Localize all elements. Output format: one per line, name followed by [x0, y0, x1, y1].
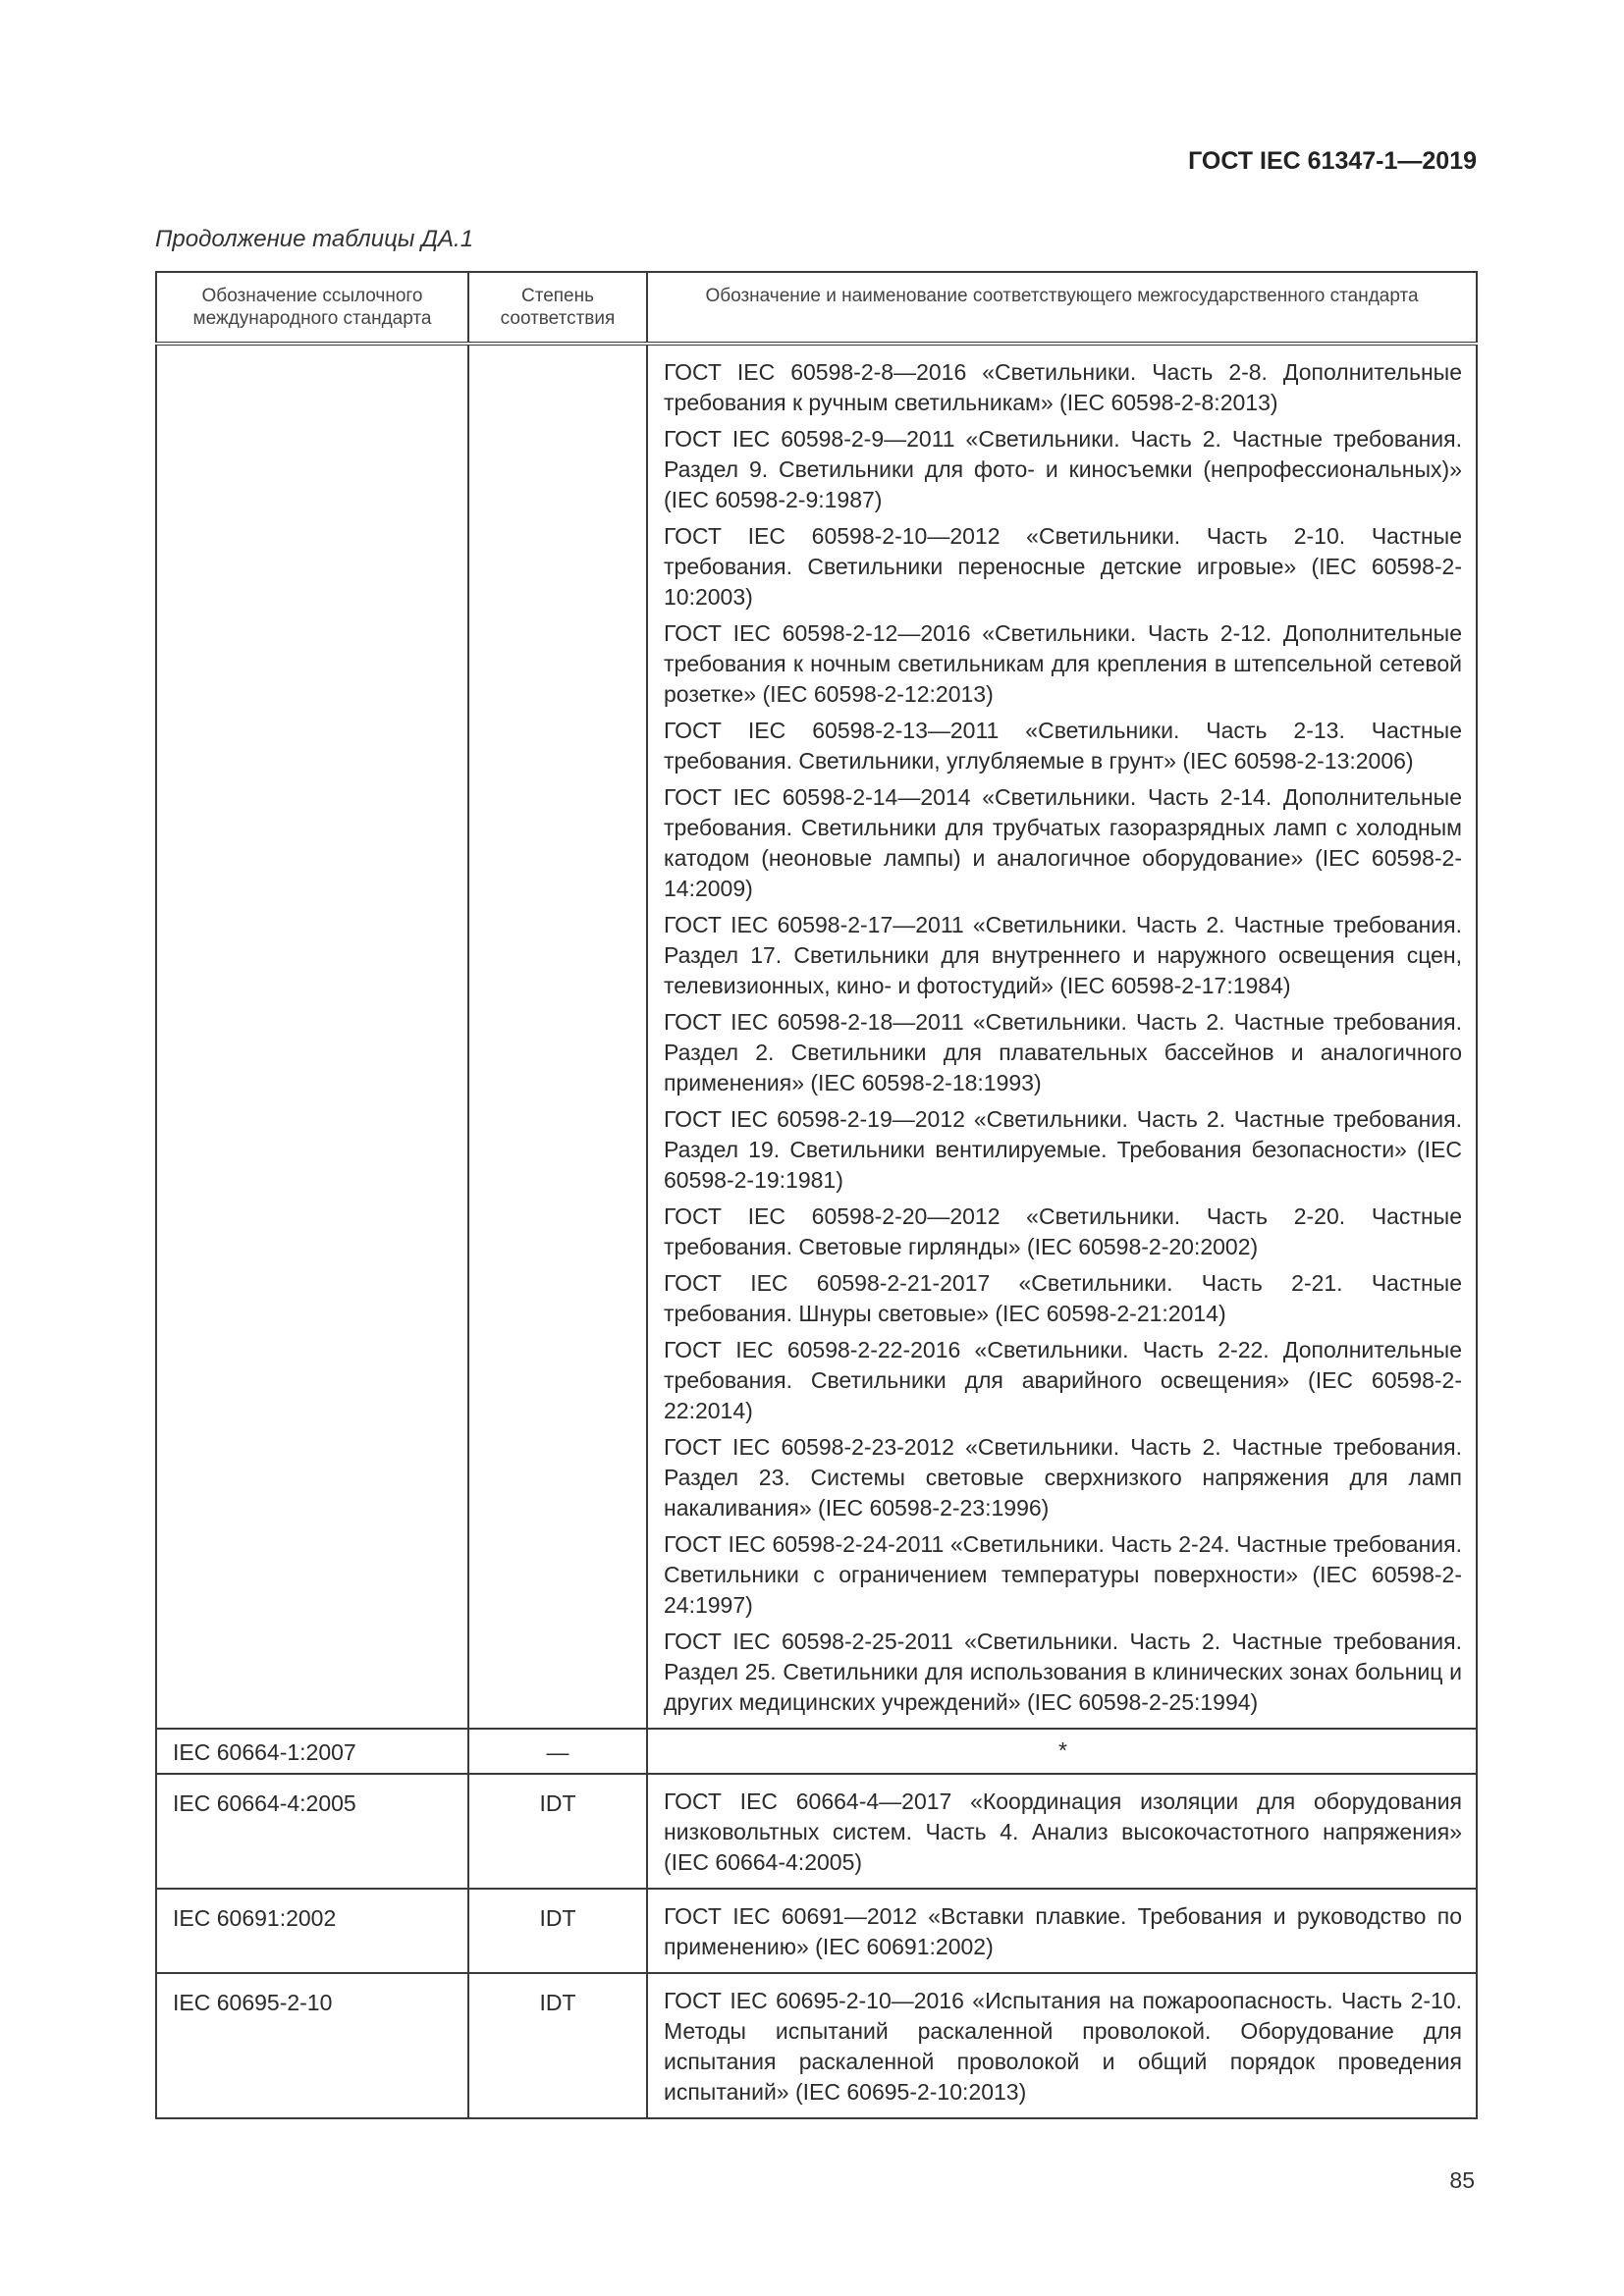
national-standard-cell: ГОСТ IEC 60691—2012 «Вставки плавкие. Требования и руководство по применению» (IEC 60691:2002) — [647, 1889, 1477, 1973]
national-standard-cell: ГОСТ IEC 60664-4—2017 «Координация изоляции для оборудования низковольтных систем. Часть 4. Анализ высокочастотного напряжения» (IEC 60664-4:2005) — [647, 1774, 1477, 1889]
standard-entry: ГОСТ IEC 60598-2-14—2014 «Светильники. Часть 2-14. Дополнительные требования. Светильники для трубчатых газоразрядных ламп с холодным катодом (неоновые лампы) и аналогичное оборудование» (IEC 60598-2-14:2009) — [664, 784, 1462, 901]
standard-entry: ГОСТ IEC 60598-2-18—2011 «Светильники. Часть 2. Частные требования. Раздел 2. Светильники для плавательных бассейнов и аналогичного применения» (IEC 60598-2-18:1993) — [664, 1009, 1462, 1095]
column-header-national-standard: Обозначение и наименование соответствующего межгосударственного стандарта — [647, 272, 1477, 344]
table-row — [156, 1973, 1477, 2118]
table-row — [156, 1774, 1477, 1889]
degree-cell: IDT — [468, 1889, 647, 1973]
standard-entry: ГОСТ IEC 60598-2-24-2011 «Светильники. Часть 2-24. Частные требования. Светильники с ограничением температуры поверхности» (IEC 60598-2-24:1997) — [664, 1531, 1462, 1618]
table-row — [156, 1729, 1477, 1774]
degree-cell: IDT — [468, 1774, 647, 1889]
reference-cell: IEC 60664-1:2007 — [156, 1729, 468, 1774]
standard-entry: ГОСТ IEC 60598-2-13—2011 «Светильники. Часть 2-13. Частные требования. Светильники, углубляемые в грунт» (IEC 60598-2-13:2006) — [664, 718, 1462, 774]
table-caption: Продолжение таблицы ДА.1 — [155, 226, 474, 252]
reference-cell — [156, 344, 468, 1729]
standard-entry: ГОСТ IEC 60598-2-25-2011 «Светильники. Часть 2. Частные требования. Раздел 25. Светильники для использования в клинических зонах больниц и других медицинских учреждений» (IEC 60598-2-25:1994) — [664, 1629, 1462, 1715]
standards-table — [155, 271, 1478, 2119]
standard-entry: ГОСТ IEC 60598-2-9—2011 «Светильники. Часть 2. Частные требования. Раздел 9. Светильники для фото- и киносъемки (непрофессиональных)» (IEC 60598-2-9:1987) — [664, 426, 1462, 512]
national-standard-cell: * — [647, 1729, 1477, 1774]
table-header-row — [156, 272, 1477, 344]
reference-cell: IEC 60695-2-10 — [156, 1973, 468, 2118]
standard-entry: ГОСТ IEC 60598-2-23-2012 «Светильники. Часть 2. Частные требования. Раздел 23. Системы световые сверхнизкого напряжения для ламп накаливания» (IEC 60598-2-23:1996) — [664, 1434, 1462, 1521]
document-code-header: ГОСТ IEC 61347-1—2019 — [1188, 147, 1477, 175]
column-header-reference: Обозначение ссылочного международного стандарта — [156, 272, 468, 344]
standard-entry: ГОСТ IEC 60598-2-21-2017 «Светильники. Часть 2-21. Частные требования. Шнуры световые» (IEC 60598-2-21:2014) — [664, 1270, 1462, 1326]
page-number: 85 — [1449, 2167, 1475, 2193]
reference-cell: IEC 60664-4:2005 — [156, 1774, 468, 1889]
table-row — [156, 344, 1477, 1729]
table-row — [156, 1889, 1477, 1973]
degree-cell: IDT — [468, 1973, 647, 2118]
standard-entry: ГОСТ IEC 60598-2-12—2016 «Светильники. Часть 2-12. Дополнительные требования к ночным светильникам для крепления в штепсельной сетевой розетке» (IEC 60598-2-12:2013) — [664, 620, 1462, 707]
standard-entry: ГОСТ IEC 60598-2-10—2012 «Светильники. Часть 2-10. Частные требования. Светильники переносные детские игровые» (IEC 60598-2-10:2003) — [664, 523, 1462, 610]
degree-cell — [468, 344, 647, 1729]
reference-cell: IEC 60691:2002 — [156, 1889, 468, 1973]
standard-entry: ГОСТ IEC 60598-2-8—2016 «Светильники. Часть 2-8. Дополнительные требования к ручным светильникам» (IEC 60598-2-8:2013) — [664, 359, 1462, 415]
column-header-degree: Степень соответствия — [468, 272, 647, 344]
national-standard-cell: ГОСТ IEC 60695-2-10—2016 «Испытания на пожароопасность. Часть 2-10. Методы испытаний раскаленной проволокой. Оборудование для испытания раскаленной проволокой и общий порядок проведения испытаний» (IEC 60695-2-10:2013) — [647, 1973, 1477, 2118]
standard-entry: ГОСТ IEC 60598-2-19—2012 «Светильники. Часть 2. Частные требования. Раздел 19. Светильники вентилируемые. Требования безопасности» (IEC 60598-2-19:1981) — [664, 1106, 1462, 1193]
standard-entry: ГОСТ IEC 60598-2-20—2012 «Светильники. Часть 2-20. Частные требования. Световые гирлянды» (IEC 60598-2-20:2002) — [664, 1203, 1462, 1259]
national-standard-cell — [647, 344, 1477, 1729]
degree-cell: — — [468, 1729, 647, 1774]
standard-entry: ГОСТ IEC 60598-2-22-2016 «Светильники. Часть 2-22. Дополнительные требования. Светильники для аварийного освещения» (IEC 60598-2-22:2014) — [664, 1337, 1462, 1423]
standard-entry: ГОСТ IEC 60598-2-17—2011 «Светильники. Часть 2. Частные требования. Раздел 17. Светильники для внутреннего и наружного освещения сцен, телевизионных, кино- и фотостудий» (IEC 60598-2-17:1984) — [664, 912, 1462, 998]
